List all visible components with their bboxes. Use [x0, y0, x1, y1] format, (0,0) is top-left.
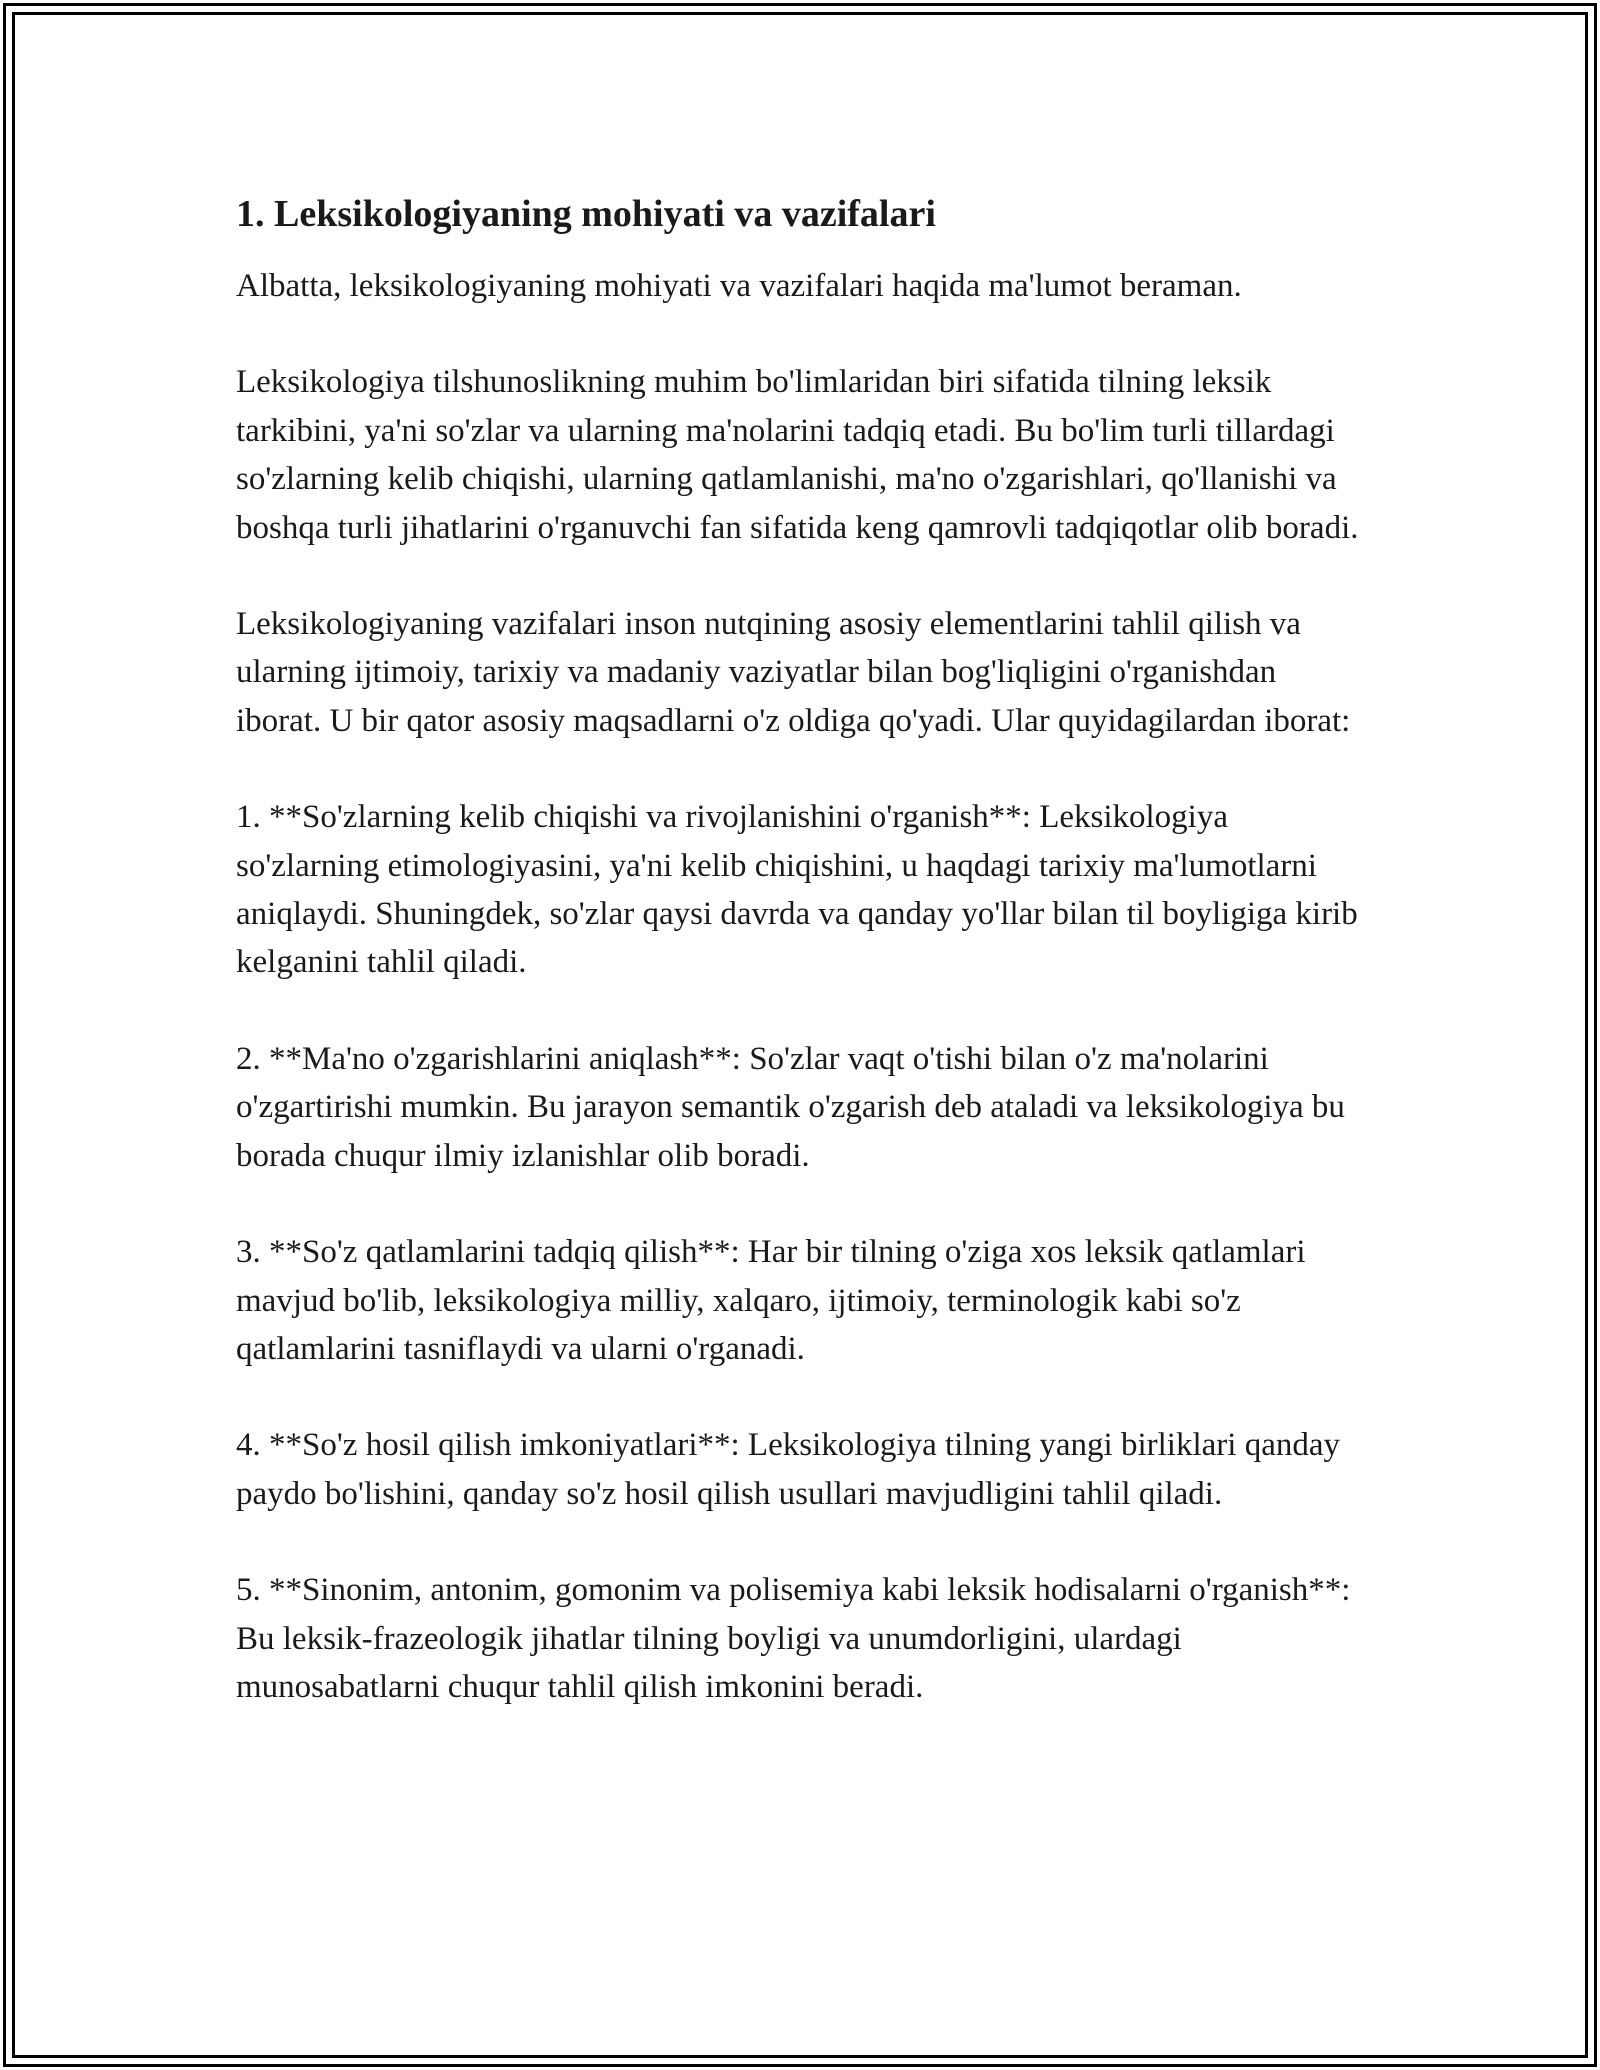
definition-paragraph: Leksikologiya tilshunoslikning muhim bo'limlaridan biri sifatida tilning leksik tarkibini, ya'ni so'zlar va ularning ma'nolarini tadqiq etadi. Bu bo'lim turli tillardagi so'zlarning kelib chiqishi, ularning qatlamlanishi, ma'no o'zgarishlari, qo'llanishi va boshqa turli jihatlarini o'rganuvchi fan sifatida keng qamrovli tadqiqotlar olib boradi. [236, 364, 1359, 546]
document-title: 1. Leksikologiyaning mohiyati va vazifalari [236, 193, 936, 235]
list-item-4: 4. **So'z hosil qilish imkoniyatlari**: Leksikologiya tilning yangi birliklari qanday paydo bo'lishini, qanday so'z hosil qilish usullari mavjudligini tahlil qiladi. [236, 1427, 1340, 1512]
list-item-1: 1. **So'zlarning kelib chiqishi va rivojlanishini o'rganish**: Leksikologiya so'zlarning etimologiyasini, ya'ni kelib chiqishini, u haqdagi tarixiy ma'lumotlarni aniqlaydi. Shuningdek, so'zlar qaysi davrda va qanday yo'llar bilan til boyligiga kirib kelganini tahlil qiladi. [236, 799, 1358, 981]
tasks-paragraph: Leksikologiyaning vazifalari inson nutqining asosiy elementlarini tahlil qilish va ularning ijtimoiy, tarixiy va madaniy vaziyatlar bilan bog'liqligini o'rganishdan iborat. U bir qator asosiy maqsadlarni o'z oldiga qo'yadi. Ular quyidagilardan iborat: [236, 606, 1351, 739]
list-item-2: 2. **Ma'no o'zgarishlarini aniqlash**: So'zlar vaqt o'tishi bilan o'z ma'nolarini o'zgartirishi mumkin. Bu jarayon semantik o'zgarish deb ataladi va leksikologiya bu borada chuqur ilmiy izlanishlar olib boradi. [236, 1040, 1345, 1174]
intro-paragraph: Albatta, leksikologiyaning mohiyati va vazifalari haqida ma'lumot beraman. [236, 268, 1242, 304]
list-item-3: 3. **So'z qatlamlarini tadqiq qilish**: Har bir tilning o'ziga xos leksik qatlamlari mavjud bo'lib, leksikologiya milliy, xalqaro, ijtimoiy, terminologik kabi so'z qatlamlarini tasniflaydi va ularni o'rganadi. [236, 1234, 1306, 1367]
list-item-5: 5. **Sinonim, antonim, gomonim va polisemiya kabi leksik hodisalarni o'rganish**: Bu leksik-frazeologik jihatlar tilning boyligi va unumdorligini, ulardagi munosabatlarni chuqur tahlil qilish imkonini beradi. [236, 1572, 1351, 1705]
document-body [236, 184, 1366, 1759]
